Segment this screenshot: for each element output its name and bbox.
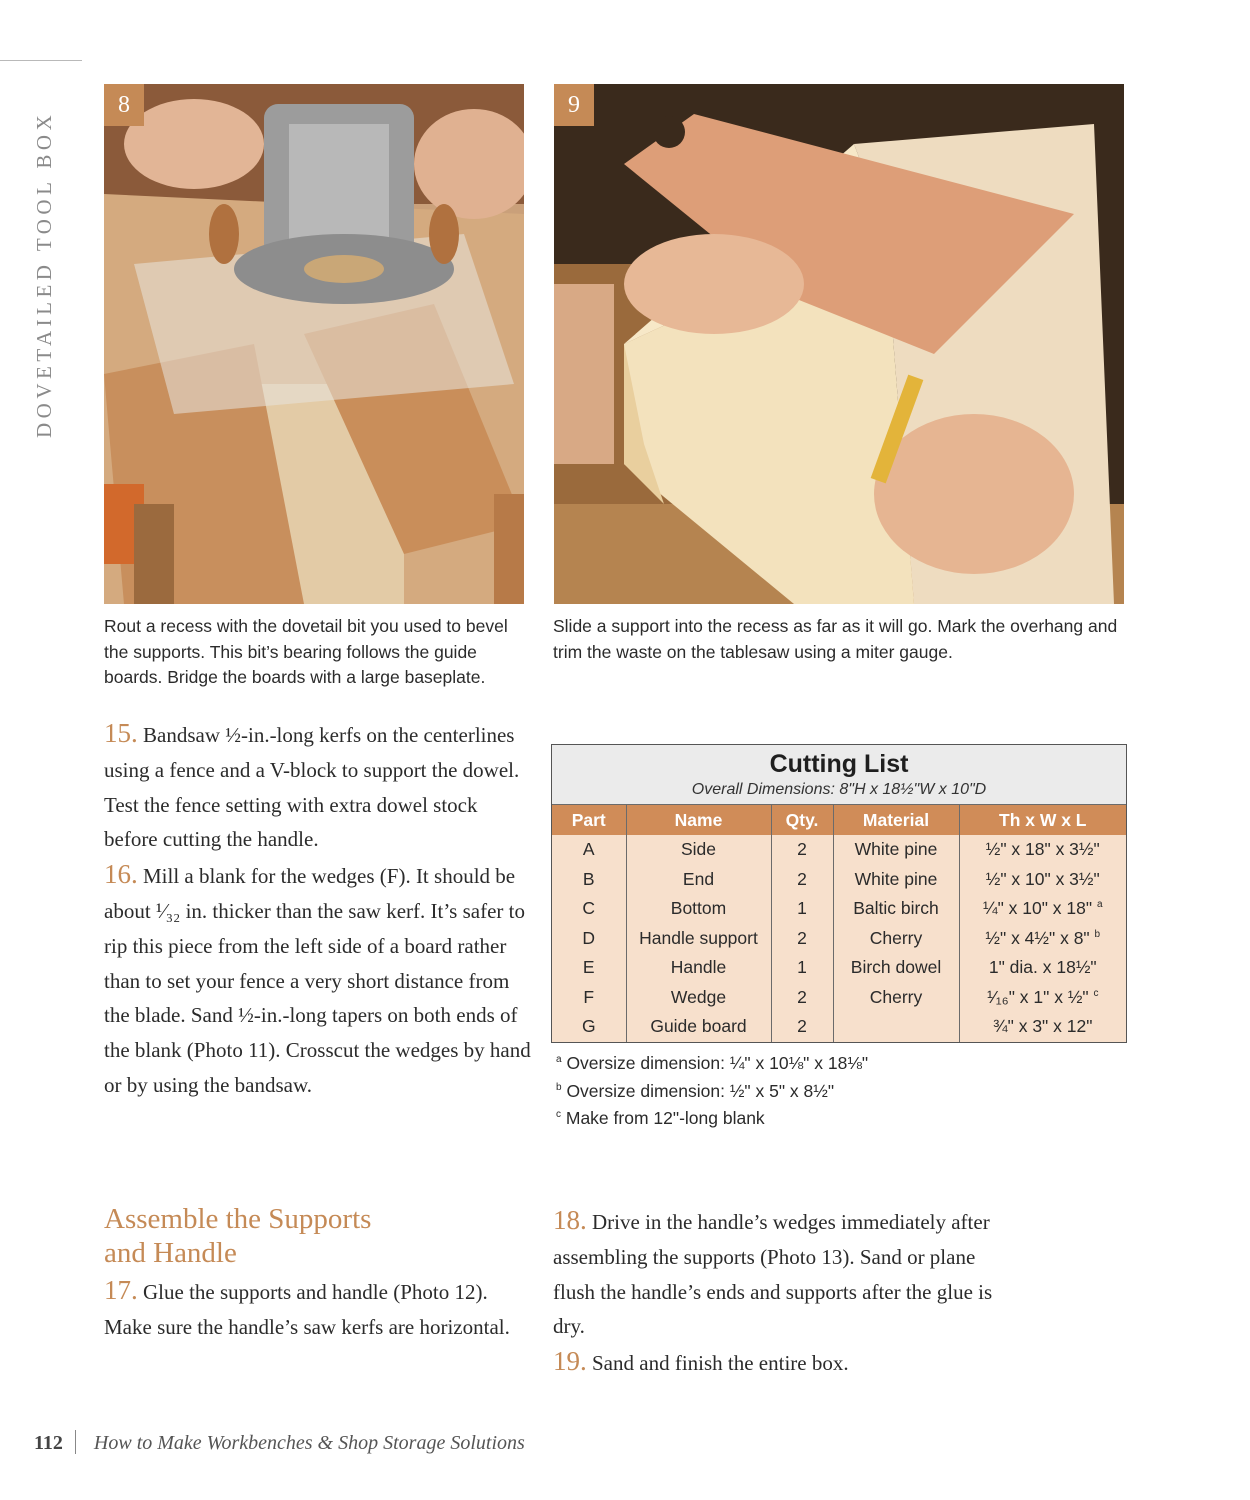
section-heading-line: Assemble the Supports bbox=[104, 1203, 372, 1235]
table-cell-qty bbox=[771, 1012, 833, 1042]
table-cell-qty bbox=[771, 865, 833, 895]
table-cell-qty bbox=[771, 835, 833, 865]
cutting-list-footnotes bbox=[556, 1050, 868, 1133]
footnote-marker: c bbox=[1093, 987, 1099, 999]
table-cell-material bbox=[833, 894, 959, 924]
cell-text: G bbox=[581, 1016, 596, 1037]
footnote-text: Make from 12"-long blank bbox=[565, 1108, 765, 1128]
chapter-side-tag: DOVETAILED TOOL BOX bbox=[32, 110, 56, 438]
cell-text: ¹⁄₁₆" x 1" x ½" bbox=[987, 986, 1089, 1007]
page-number: 112 bbox=[34, 1432, 63, 1454]
router-on-dovetail-jig-photo-icon bbox=[104, 84, 524, 604]
table-cell-name bbox=[626, 894, 771, 924]
cutting-list-grid bbox=[552, 804, 1126, 1042]
footnote-marker: a bbox=[556, 1054, 562, 1066]
table-row bbox=[552, 1012, 1126, 1042]
cell-text: Birch dowel bbox=[850, 957, 942, 978]
footnote bbox=[556, 1078, 868, 1106]
table-row bbox=[552, 953, 1126, 983]
cell-text: End bbox=[682, 868, 715, 889]
cell-text: F bbox=[583, 986, 595, 1007]
cell-text: 2 bbox=[797, 839, 807, 860]
cell-text: ¾" x 3" x 12" bbox=[993, 1016, 1093, 1037]
cell-text: A bbox=[582, 839, 595, 860]
section-heading-line: and Handle bbox=[104, 1237, 237, 1269]
cell-text: 2 bbox=[797, 868, 807, 889]
table-cell-material bbox=[833, 1012, 959, 1042]
table-row bbox=[552, 835, 1126, 865]
step-text: Mill a blank for the wedges (F). It should be about ¹⁄₃₂ in. thicker than the saw kerf. It’s safer to rip this piece from the left side of a board rather than to set your fence a very short distance from the blade. Sand ½-in.-long tapers on both ends of the blank (Photo 11). Crosscut the wedges by hand or by using the bandsaw. bbox=[104, 864, 531, 1097]
footnote-text: Oversize dimension: ¼" x 10⅛" x 18⅛" bbox=[566, 1053, 869, 1073]
cell-text: Bottom bbox=[670, 898, 727, 919]
step-17-block bbox=[104, 1273, 534, 1345]
cell-text: 2 bbox=[797, 1016, 807, 1037]
column-header: Qty. bbox=[771, 805, 833, 836]
photo-8-caption: Rout a recess with the dovetail bit you used to bevel the supports. This bit’s bearing follows the guide boards. Bridge the boards with a large baseplate. bbox=[104, 616, 508, 687]
table-row bbox=[552, 894, 1126, 924]
cell-text: 1 bbox=[797, 957, 807, 978]
table-cell-part bbox=[552, 835, 626, 865]
photo-9-caption: Slide a support into the recess as far as it will go. Mark the overhang and trim the waste on the tablesaw using a miter gauge. bbox=[553, 616, 1118, 662]
step-18 bbox=[553, 1203, 1003, 1344]
cell-text: White pine bbox=[854, 839, 938, 860]
table-cell-name bbox=[626, 835, 771, 865]
step-text: Bandsaw ½-in.-long kerfs on the centerlines using a fence and a V-block to support the dowel. Test the fence setting with extra dowel stock before cutting the handle. bbox=[104, 723, 520, 852]
cell-text: 1 bbox=[797, 898, 807, 919]
cutting-list-subtitle: Overall Dimensions: 8"H x 18½"W x 10"D bbox=[691, 781, 987, 798]
table-cell-material bbox=[833, 953, 959, 983]
cell-text: C bbox=[582, 898, 596, 919]
marking-overhang-with-pencil-photo-icon bbox=[554, 84, 1124, 604]
table-cell-qty bbox=[771, 894, 833, 924]
table-cell-dims bbox=[959, 1012, 1126, 1042]
table-cell-dims bbox=[959, 835, 1126, 865]
cell-text: ½" x 18" x 3½" bbox=[985, 839, 1100, 860]
table-cell-part bbox=[552, 924, 626, 954]
table-cell-material bbox=[833, 865, 959, 895]
table-row bbox=[552, 983, 1126, 1013]
table-cell-name bbox=[626, 953, 771, 983]
table-cell-dims bbox=[959, 953, 1126, 983]
steps-18-19 bbox=[553, 1203, 1003, 1381]
footnote-marker: b bbox=[556, 1081, 562, 1093]
photo-number-badge: 9 bbox=[554, 84, 594, 126]
footnote bbox=[556, 1050, 868, 1078]
step-16 bbox=[104, 857, 534, 1103]
footnote bbox=[556, 1105, 868, 1133]
table-row bbox=[552, 865, 1126, 895]
footnote-text: Oversize dimension: ½" x 5" x 8½" bbox=[566, 1080, 835, 1101]
book-title: How to Make Workbenches & Shop Storage Solutions bbox=[93, 1432, 525, 1454]
table-cell-dims bbox=[959, 983, 1126, 1013]
cell-text: 2 bbox=[797, 927, 807, 948]
footnote-marker: a bbox=[1096, 899, 1103, 911]
table-cell-part bbox=[552, 983, 626, 1013]
cell-text: Guide board bbox=[650, 1016, 747, 1037]
step-number: 18. bbox=[553, 1205, 587, 1235]
photo-9 bbox=[554, 84, 1124, 604]
cell-text: White pine bbox=[854, 868, 938, 889]
table-cell-dims bbox=[959, 865, 1126, 895]
footer-divider bbox=[75, 1430, 76, 1454]
cell-text: Baltic birch bbox=[853, 898, 939, 919]
table-cell-qty bbox=[771, 953, 833, 983]
section-heading bbox=[104, 1202, 524, 1270]
table-cell-name bbox=[626, 1012, 771, 1042]
table-body bbox=[552, 835, 1126, 1042]
table-cell-part bbox=[552, 953, 626, 983]
table-cell-material bbox=[833, 924, 959, 954]
cell-text: D bbox=[582, 927, 596, 948]
table-cell-dims bbox=[959, 924, 1126, 954]
photo-8 bbox=[104, 84, 524, 604]
step-text: Drive in the handle’s wedges immediately after assembling the supports (Photo 13). Sand or plane flush the handle’s ends and supports after the glue is dry. bbox=[553, 1210, 993, 1339]
cutting-list-title: Cutting List bbox=[769, 750, 909, 778]
cell-text: B bbox=[582, 868, 595, 889]
table-cell-qty bbox=[771, 924, 833, 954]
cell-text: Cherry bbox=[869, 986, 923, 1007]
cell-text: Wedge bbox=[670, 986, 727, 1007]
cell-text: 1" dia. x 18½" bbox=[988, 957, 1097, 978]
table-cell-part bbox=[552, 1012, 626, 1042]
table-cell-name bbox=[626, 865, 771, 895]
step-number: 16. bbox=[104, 859, 138, 890]
step-text: Sand and finish the entire box. bbox=[592, 1351, 849, 1376]
column-header: Name bbox=[626, 805, 771, 836]
footnote-marker: b bbox=[1094, 928, 1101, 940]
photo-number-badge: 8 bbox=[104, 84, 144, 126]
column-header: Material bbox=[833, 805, 959, 836]
cell-text: Handle bbox=[670, 957, 727, 978]
step-19 bbox=[553, 1344, 1003, 1381]
step-number: 19. bbox=[553, 1346, 587, 1377]
table-cell-qty bbox=[771, 983, 833, 1013]
cell-text: Cherry bbox=[869, 927, 923, 948]
cell-text: E bbox=[582, 957, 595, 978]
table-cell-part bbox=[552, 865, 626, 895]
table-cell-name bbox=[626, 983, 771, 1013]
step-text: Glue the supports and handle (Photo 12). Make sure the handle’s saw kerfs are horizontal. bbox=[104, 1280, 510, 1339]
footnote-marker: c bbox=[556, 1109, 561, 1121]
table-cell-material bbox=[833, 835, 959, 865]
column-header: Part bbox=[552, 805, 626, 836]
cell-text: 2 bbox=[797, 986, 807, 1007]
step-15 bbox=[104, 716, 534, 857]
table-cell-part bbox=[552, 894, 626, 924]
cell-text: Handle support bbox=[639, 927, 758, 948]
column-header: Th x W x L bbox=[959, 805, 1126, 836]
step-17 bbox=[104, 1273, 534, 1345]
cell-text: ¼" x 10" x 18" bbox=[982, 898, 1093, 919]
table-cell-name bbox=[626, 924, 771, 954]
table-header-row bbox=[552, 805, 1126, 836]
table-cell-material bbox=[833, 983, 959, 1013]
table-cell-dims bbox=[959, 894, 1126, 924]
cell-text: ½" x 4½" x 8" bbox=[985, 927, 1090, 948]
step-number: 15. bbox=[104, 718, 138, 748]
step-number: 17. bbox=[104, 1275, 138, 1305]
cutting-list-table bbox=[551, 744, 1127, 1043]
cell-text: Side bbox=[680, 839, 717, 860]
table-row bbox=[552, 924, 1126, 954]
steps-15-16 bbox=[104, 716, 534, 1103]
cell-text: ½" x 10" x 3½" bbox=[985, 868, 1100, 889]
page-footer bbox=[34, 1430, 525, 1455]
